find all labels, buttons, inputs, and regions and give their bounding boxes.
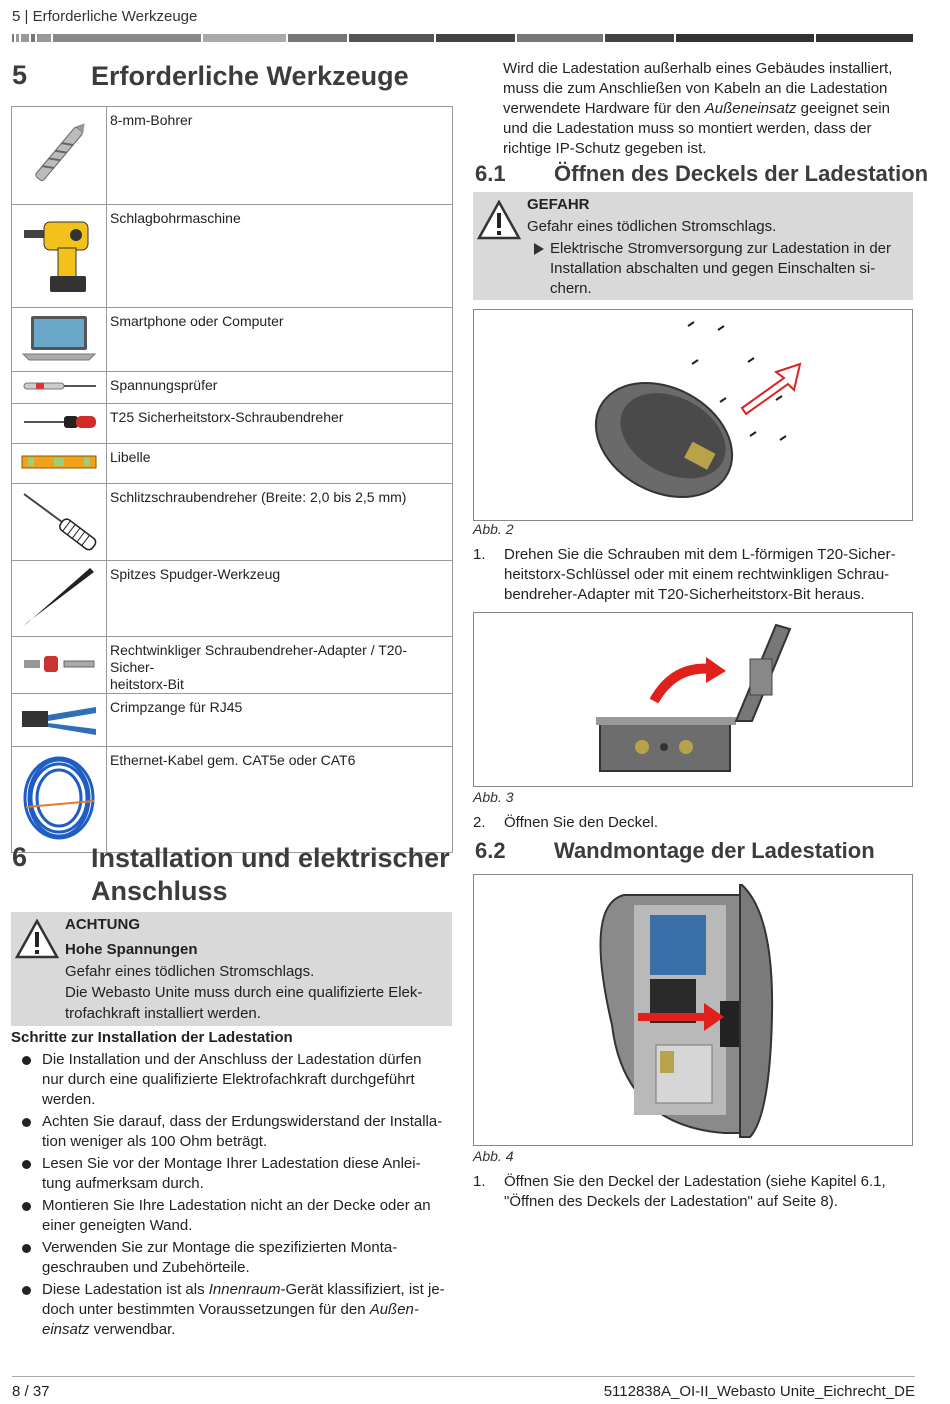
outdoor-intro-paragraph bbox=[503, 59, 915, 159]
paragraph-line: und die Ladestation muss so montiert werden, dass der bbox=[503, 120, 872, 137]
drill-bit-icon bbox=[12, 107, 107, 205]
notice-box bbox=[11, 912, 452, 1026]
paragraph-line: muss die zum Anschließen von Kabeln an die Ladestation bbox=[503, 80, 888, 97]
danger-box bbox=[473, 192, 913, 300]
bullet-line: Achten Sie darauf, dass der Erdungswiderstand der Installa- bbox=[42, 1113, 443, 1130]
step-line: heitstorx-Schlüssel oder mit einem rechtwinkligen Schrau- bbox=[504, 566, 890, 583]
angle-adapter-icon bbox=[12, 637, 107, 694]
paragraph-line: verwendete Hardware für den bbox=[503, 100, 705, 117]
tool-label: Spannungsprüfer bbox=[107, 372, 453, 404]
danger-action: chern. bbox=[550, 280, 592, 297]
tool-label bbox=[107, 637, 453, 694]
table-row bbox=[12, 107, 453, 205]
impact-drill-icon bbox=[12, 205, 107, 308]
slotted-screwdriver-icon bbox=[12, 484, 107, 561]
step-line: bendreher-Adapter mit T20-Sicherheitstorx-Bit heraus. bbox=[504, 586, 865, 603]
text-run-italic: Außen- bbox=[369, 1301, 419, 1318]
step-line: "Öffnen des Deckels der Ladestation" auf Seite 8). bbox=[504, 1193, 838, 1210]
paragraph-line: richtige IP-Schutz gegeben ist. bbox=[503, 140, 707, 157]
text-run-italic: Innenraum bbox=[208, 1281, 281, 1298]
charging-station-interior-illustration bbox=[474, 875, 912, 1145]
notice-text: Die Webasto Unite muss durch eine qualifizierte Elek- bbox=[65, 984, 423, 1001]
step-number: 1. bbox=[473, 546, 486, 563]
bullet-line: Lesen Sie vor der Montage Ihrer Ladestation diese Anlei- bbox=[42, 1155, 421, 1172]
section-title: Wandmontage der Ladestation bbox=[554, 838, 875, 863]
step-item bbox=[473, 1172, 913, 1214]
tool-label: Spitzes Spudger-Werkzeug bbox=[107, 561, 453, 637]
section-5-heading bbox=[12, 60, 452, 96]
bullet-line: geschrauben und Zubehörteile. bbox=[42, 1259, 250, 1276]
running-header: 5 | Erforderliche Werkzeuge bbox=[12, 8, 198, 25]
bullet-line: tung aufmerksam durch. bbox=[42, 1175, 204, 1192]
step-text bbox=[504, 545, 896, 605]
table-row bbox=[12, 747, 453, 853]
notice-text: Gefahr eines tödlichen Stromschlags. bbox=[65, 963, 315, 980]
table-row bbox=[12, 404, 453, 444]
bullet-line: tion weniger als 100 Ohm beträgt. bbox=[42, 1133, 268, 1150]
text-run: Diese Ladestation ist als bbox=[42, 1281, 209, 1298]
figure-caption: Abb. 2 bbox=[473, 521, 514, 537]
text-run: doch unter bestimmten Voraussetzungen für den bbox=[42, 1301, 370, 1318]
table-row bbox=[12, 205, 453, 308]
tool-label-line: Rechtwinkliger Schraubendreher-Adapter / T20-Sicher- bbox=[110, 642, 408, 675]
installation-bullet-list bbox=[11, 1050, 453, 1342]
table-row bbox=[12, 561, 453, 637]
section-number: 6 bbox=[12, 842, 28, 872]
figure-4-wall-mount bbox=[473, 874, 913, 1146]
section-title: Erforderliche Werkzeuge bbox=[91, 61, 409, 91]
warning-triangle-icon bbox=[15, 919, 59, 959]
step-text bbox=[504, 1172, 886, 1212]
step-number: 2. bbox=[473, 814, 486, 831]
notice-text: trofachkraft installiert werden. bbox=[65, 1005, 261, 1022]
header-decor-bar bbox=[12, 34, 915, 42]
table-row bbox=[12, 484, 453, 561]
laptop-icon bbox=[12, 308, 107, 372]
crimping-tool-icon bbox=[12, 694, 107, 747]
page-number: 8 / 37 bbox=[12, 1383, 50, 1400]
ethernet-cable-icon bbox=[12, 747, 107, 853]
danger-action: Elektrische Stromversorgung zur Ladestation in der bbox=[550, 240, 892, 257]
charging-station-cover-open-illustration bbox=[474, 613, 912, 786]
tool-label: Crimpzange für RJ45 bbox=[107, 694, 453, 747]
bullet-line: nur durch eine qualifizierte Elektrofachkraft durchgeführt bbox=[42, 1071, 415, 1088]
spirit-level-icon bbox=[12, 444, 107, 484]
list-item bbox=[11, 1280, 453, 1340]
notice-title: ACHTUNG bbox=[65, 916, 140, 933]
paragraph-line: Wird die Ladestation außerhalb eines Gebäudes installiert, bbox=[503, 60, 893, 77]
text-run: geeignet sein bbox=[796, 100, 890, 117]
tool-label: Schlitzschraubendreher (Breite: 2,0 bis 2,5 mm) bbox=[107, 484, 453, 561]
action-arrow-icon bbox=[534, 243, 544, 255]
tool-label: Libelle bbox=[107, 444, 453, 484]
table-row bbox=[12, 694, 453, 747]
section-title-line: Anschluss bbox=[91, 876, 228, 906]
tools-table bbox=[11, 106, 453, 853]
steps-heading: Schritte zur Installation der Ladestation bbox=[11, 1029, 293, 1046]
voltage-tester-icon bbox=[12, 372, 107, 404]
charging-station-screws-illustration bbox=[474, 310, 912, 520]
section-number: 5 bbox=[12, 60, 28, 90]
step-line: Drehen Sie die Schrauben mit dem L-förmigen T20-Sicher- bbox=[504, 546, 896, 563]
tool-label-line: heitstorx-Bit bbox=[110, 676, 184, 692]
step-item bbox=[473, 813, 913, 835]
step-text: Öffnen Sie den Deckel. bbox=[504, 814, 658, 831]
section-6-heading bbox=[12, 842, 452, 912]
step-number: 1. bbox=[473, 1173, 486, 1190]
section-title-line: Installation und elektrischer bbox=[91, 843, 450, 873]
section-6-1-heading bbox=[475, 161, 929, 189]
torx-screwdriver-icon bbox=[12, 404, 107, 444]
danger-title: GEFAHR bbox=[527, 196, 590, 213]
list-item bbox=[11, 1154, 453, 1194]
tool-label: Ethernet-Kabel gem. CAT5e oder CAT6 bbox=[107, 747, 453, 853]
bullet-line: Verwenden Sie zur Montage die spezifizierten Monta- bbox=[42, 1239, 398, 1256]
notice-subtitle: Hohe Spannungen bbox=[65, 941, 198, 958]
warning-triangle-icon bbox=[477, 200, 521, 240]
list-item bbox=[11, 1238, 453, 1278]
document-id: 5112838A_OI-II_Webasto Unite_Eichrecht_DE bbox=[603, 1383, 915, 1400]
step-item bbox=[473, 545, 913, 607]
figure-3-open-cover bbox=[473, 612, 913, 787]
list-item bbox=[11, 1050, 453, 1110]
text-run-italic: einsatz bbox=[42, 1321, 90, 1338]
section-title: Öffnen des Deckels der Ladestation bbox=[554, 161, 929, 186]
table-row bbox=[12, 308, 453, 372]
text-run: verwendbar. bbox=[89, 1321, 176, 1338]
section-number: 6.2 bbox=[475, 838, 506, 863]
spudger-icon bbox=[12, 561, 107, 637]
table-row bbox=[12, 637, 453, 694]
tool-label: Schlagbohrmaschine bbox=[107, 205, 453, 308]
bullet-line: werden. bbox=[42, 1091, 96, 1108]
footer-divider bbox=[12, 1376, 915, 1377]
table-row bbox=[12, 444, 453, 484]
tool-label: T25 Sicherheitstorx-Schraubendreher bbox=[107, 404, 453, 444]
bullet-line: Montieren Sie Ihre Ladestation nicht an der Decke oder an bbox=[42, 1197, 431, 1214]
danger-text: Gefahr eines tödlichen Stromschlags. bbox=[527, 218, 777, 235]
tool-label: 8-mm-Bohrer bbox=[107, 107, 453, 205]
text-run-italic: Außeneinsatz bbox=[704, 100, 797, 117]
danger-action: Installation abschalten und gegen Einschalten si- bbox=[550, 260, 876, 277]
list-item bbox=[11, 1196, 453, 1236]
section-6-2-heading bbox=[475, 838, 915, 866]
tool-label: Smartphone oder Computer bbox=[107, 308, 453, 372]
section-number: 6.1 bbox=[475, 161, 506, 186]
table-row bbox=[12, 372, 453, 404]
step-line: Öffnen Sie den Deckel der Ladestation (siehe Kapitel 6.1, bbox=[504, 1173, 886, 1190]
text-run: -Gerät klassifiziert, ist je- bbox=[280, 1281, 445, 1298]
figure-2-open-cover-screws bbox=[473, 309, 913, 521]
bullet-line: einer geneigten Wand. bbox=[42, 1217, 193, 1234]
figure-caption: Abb. 3 bbox=[473, 789, 514, 805]
bullet-line: Die Installation und der Anschluss der Ladestation dürfen bbox=[42, 1051, 422, 1068]
list-item bbox=[11, 1112, 453, 1152]
figure-caption: Abb. 4 bbox=[473, 1148, 514, 1164]
